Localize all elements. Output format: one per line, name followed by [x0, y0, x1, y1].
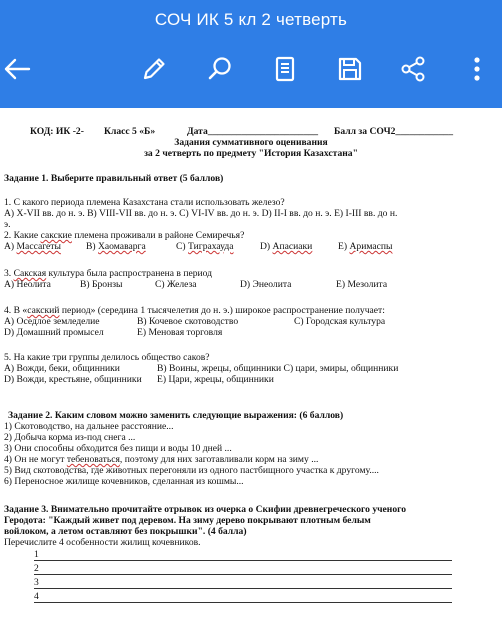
- task3-line-1: Задание 3. Внимательно прочитайте отрывок из очерка о Скифии древнегреческого ученого: [4, 504, 407, 515]
- answer-line-2: 2: [34, 564, 452, 575]
- task2-item-3: 3) Они способны обходится без пищи и воды 10 дней ...: [4, 443, 232, 454]
- arrow-left-icon: [2, 54, 32, 84]
- page-view-button[interactable]: [268, 52, 302, 86]
- task3-line-3: войлоком, а летом оставляют без покрышки". (4 балла): [4, 526, 247, 537]
- task2-item-2: 2) Добыча корма из-под снега ...: [4, 432, 136, 443]
- task1-q1-options: А) X-VII вв. до н. э. B) VIII-VII вв. до н. э. С) VI-IV вв. до н. э. D) II-I вв. до н. э. Е) I-III вв. до н.: [4, 208, 398, 219]
- doc-title-2: за 2 четверть по предмету "История Казахстана": [144, 148, 358, 159]
- back-button[interactable]: [0, 52, 34, 86]
- save-button[interactable]: [333, 52, 367, 86]
- date-field: Дата_______________________: [187, 126, 319, 137]
- answer-line-4: 4: [34, 592, 452, 603]
- task1-heading: Задание 1. Выберите правильный ответ (5 баллов): [4, 173, 224, 184]
- task1-q1-cont: э.: [4, 219, 11, 230]
- task2-item-6: 6) Переносное жилище кочевников, сделанная из кошмы...: [4, 476, 244, 487]
- more-options-button[interactable]: [460, 52, 494, 86]
- answer-line-1: 1: [34, 550, 452, 561]
- edit-button[interactable]: [137, 52, 171, 86]
- task2-item-5: 5) Вид скотоводства, где животных перегоняли из одного пастбищного участка к другому....: [4, 465, 379, 476]
- task1-q5: 5. На какие три группы делилось общество саков?: [4, 352, 210, 363]
- score-field: Балл за СОЧ2____________: [334, 126, 453, 137]
- search-button[interactable]: [203, 52, 237, 86]
- task3-line-4: Перечислите 4 особенности жилищ кочевников.: [4, 537, 201, 548]
- document-page: КОД: ИК -2- Класс 5 «Б» Дата_______________________ Балл за СОЧ2____________ Задания суммативного оценивания за 2 четверть по предмету "История Казахстана" Задание 1. Выберите правильный ответ (5 баллов) 1. С какого периода племена Казахстана стали использовать железо? А) X-VII вв. до н. э. B) VIII-VII вв. до н. э. С) VI-IV вв. до н. э. D) II-I вв. до н. э. Е) I-III вв. до н. э. 2. Какие сакские племена проживали в районе Семиречья? А) Массагеты B) Хаомаварга С) Тиграхауда D) Апасиаки Е) Аримаспы 3. Сакская культура была распространена в период А) Неолита B) Бронзы С) Железа D) Энеолита Е) Мезолита 4. В «сакский период» (середина 1 тысячелетия до н. э.) широкое распространение получает: А) Оседлое земледелие B) Кочевое скотоводство С) Городская культура D) Домашний промысел Е) Меновая торговля 5. На какие три группы делилось общество саков? А) Вожди, беки, общинники B) Воины, жрецы, общинники С) цари, эмиры, общинники D) Вожди, крестьяне, общинники Е) Цари, жрецы, общинники Задание 2. Каким словом можно заменить следующие выражения: (6 баллов) 1) Скотоводство, на дальнее расстояние... 2) Добыча корма из-под снега ... 3) Они способны обходится без пищи и воды 10 дней ... 4) Он не могут тебеноваться, поэтому для них заготавливали корм на зиму ... 5) Вид скотоводства, где животных перегоняли из одного пастбищного участка к другому.... 6) Переносное жилище кочевников, сделанная из кошмы... Задание 3. Внимательно прочитайте отрывок из очерка о Скифии древнегреческого ученого Геродота: "Каждый живет под деревом. На зиму дерево покрывают плотным белым войлоком, а летом оставляют без покрышки". (4 балла) Перечислите 4 особенности жилищ кочевников. 1 2 3 4: [0, 108, 502, 622]
- task1-q1: 1. С какого периода племена Казахстана стали использовать железо?: [4, 197, 285, 208]
- task1-q3: 3. Сакская культура была распространена в период: [4, 268, 213, 279]
- task1-q4: 4. В «сакский период» (середина 1 тысячелетия до н. э.) широкое распространение получает:: [4, 305, 385, 316]
- search-icon: [205, 54, 235, 84]
- doc-title-1: Задания суммативного оценивания: [174, 137, 328, 148]
- share-button[interactable]: [396, 52, 430, 86]
- document-icon: [270, 54, 300, 84]
- answer-line-3: 3: [34, 578, 452, 589]
- class-label: Класс 5 «Б»: [104, 126, 156, 137]
- more-vertical-icon: [462, 54, 492, 84]
- document-title: СОЧ ИК 5 кл 2 четверть: [154, 10, 348, 29]
- task2-item-4: 4) Он не могут тебеноваться, поэтому для них заготавливали корм на зиму ...: [4, 454, 319, 465]
- task1-q2: 2. Какие сакские племена проживали в районе Семиречья?: [4, 230, 245, 241]
- task2-heading: Задание 2. Каким словом можно заменить следующие выражения: (6 баллов): [8, 410, 344, 421]
- pencil-icon: [139, 54, 169, 84]
- code-label: КОД: ИК -2-: [30, 126, 84, 137]
- share-icon: [398, 54, 428, 84]
- save-icon: [335, 54, 365, 84]
- task2-item-1: 1) Скотоводство, на дальнее расстояние...: [4, 421, 174, 432]
- app-bar: [0, 0, 502, 108]
- task3-line-2: Геродота: "Каждый живет под деревом. На зиму дерево покрывают плотным белым: [4, 515, 371, 526]
